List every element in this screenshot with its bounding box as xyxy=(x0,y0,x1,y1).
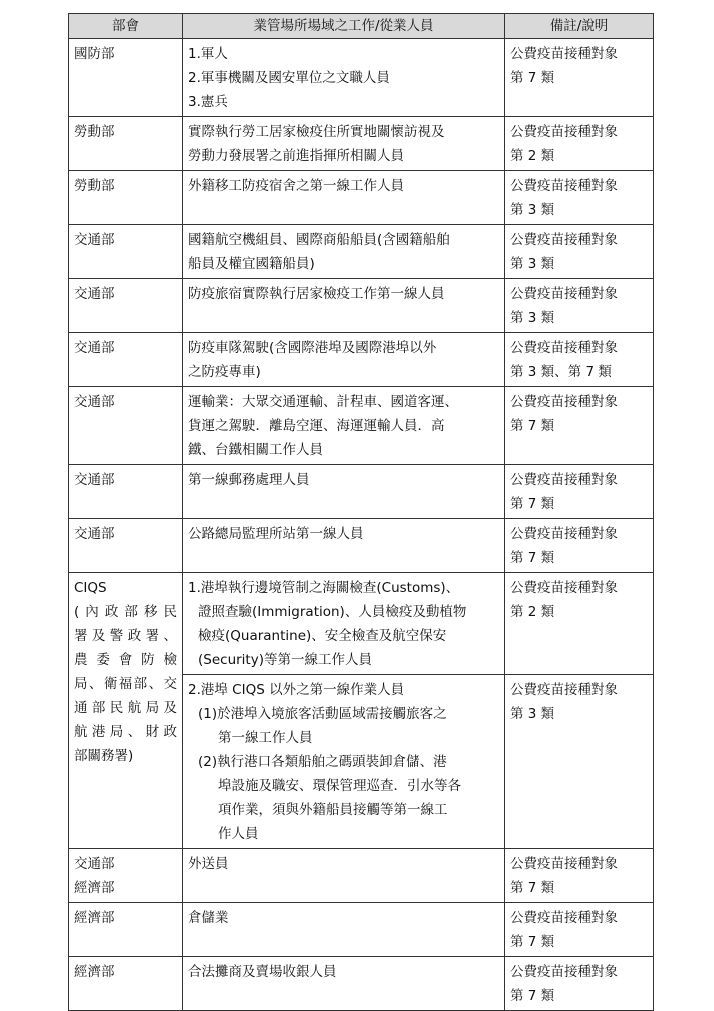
note-cell xyxy=(505,279,654,333)
note-line: 公費疫苗接種對象 xyxy=(510,472,618,488)
scope-cell xyxy=(183,465,505,519)
note-line: 公費疫苗接種對象 xyxy=(510,856,618,872)
note-cell xyxy=(505,225,654,279)
scope-cell xyxy=(183,117,505,171)
ciqs-note-cell-1 xyxy=(505,573,654,675)
note-cell xyxy=(505,117,654,171)
scope-cell xyxy=(183,39,505,117)
ciqs-item2b-line: (2)執行港口各類船舶之碼頭裝卸倉儲、港 xyxy=(198,754,447,770)
note-cell xyxy=(505,519,654,573)
scope-line: 2.軍事機關及國安單位之文職人員 xyxy=(188,70,390,86)
scope-line: 外送員 xyxy=(188,856,229,872)
ciqs-dept-line: 局、衛福部、交 xyxy=(74,676,177,692)
ciqs-note1-line: 第 2 類 xyxy=(510,604,555,620)
dept-cell xyxy=(69,117,183,171)
scope-line: 第一線郵務處理人員 xyxy=(188,472,310,488)
note-line: 公費疫苗接種對象 xyxy=(510,964,618,980)
scope-line: 之防疫專車) xyxy=(188,364,261,380)
scope-line: 運輸業：大眾交通運輸、計程車、國道客運、 xyxy=(188,394,458,410)
note-line: 第 7 類 xyxy=(510,70,555,86)
scope-line: 貨運之駕駛．離島空運、海運運輸人員．高 xyxy=(188,418,445,434)
note-line: 第 7 類 xyxy=(510,934,555,950)
note-line: 第 7 類 xyxy=(510,880,555,896)
dept-cell xyxy=(69,519,183,573)
dept-line: 交通部 xyxy=(74,340,115,356)
scope-line: 國籍航空機組員、國際商船船員(含國籍船舶 xyxy=(188,232,450,248)
dept-line: 勞動部 xyxy=(74,124,115,140)
scope-line: 實際執行勞工居家檢疫住所實地關懷訪視及 xyxy=(188,124,445,140)
note-cell xyxy=(505,849,654,903)
scope-cell xyxy=(183,903,505,957)
scope-cell xyxy=(183,279,505,333)
dept-line: 交通部 xyxy=(74,856,115,872)
note-line: 公費疫苗接種對象 xyxy=(510,178,618,194)
note-line: 第 3 類 xyxy=(510,202,555,218)
scope-line: 公路總局監理所站第一線人員 xyxy=(188,526,364,542)
table-row xyxy=(69,387,654,465)
ciqs-dept-line: (內政部移民 xyxy=(74,604,177,620)
table-row xyxy=(69,465,654,519)
ciqs-item1-line: 1.港埠執行邊境管制之海關檢查(Customs)、 xyxy=(188,580,460,596)
note-line: 公費疫苗接種對象 xyxy=(510,526,618,542)
ciqs-dept-line: CIQS xyxy=(74,580,107,596)
scope-cell xyxy=(183,519,505,573)
table-row xyxy=(69,957,654,1011)
note-cell xyxy=(505,903,654,957)
dept-line: 經濟部 xyxy=(74,880,115,896)
ciqs-dept-line: 農委會防檢 xyxy=(74,652,177,668)
scope-cell xyxy=(183,849,505,903)
note-line: 公費疫苗接種對象 xyxy=(510,286,618,302)
note-cell xyxy=(505,465,654,519)
ciqs-item1-line: (Security)等第一線工作人員 xyxy=(198,652,372,668)
dept-line: 國防部 xyxy=(74,46,115,62)
table-row xyxy=(69,39,654,117)
scope-line: 防疫車隊駕駛(含國際港埠及國際港埠以外 xyxy=(188,340,437,356)
scope-cell xyxy=(183,387,505,465)
note-cell xyxy=(505,171,654,225)
dept-cell xyxy=(69,903,183,957)
scope-line: 外籍移工防疫宿舍之第一線工作人員 xyxy=(188,178,404,194)
dept-cell xyxy=(69,225,183,279)
dept-line: 交通部 xyxy=(74,526,115,542)
scope-cell xyxy=(183,333,505,387)
ciqs-dept-line: 通部民航局及 xyxy=(74,700,177,716)
table-row xyxy=(69,903,654,957)
note-line: 第 7 類 xyxy=(510,550,555,566)
scope-cell xyxy=(183,225,505,279)
ciqs-dept-line: 航港局、財政 xyxy=(74,724,177,740)
dept-line: 勞動部 xyxy=(74,178,115,194)
note-cell xyxy=(505,333,654,387)
scope-line: 鐵、台鐵相關工作人員 xyxy=(188,442,323,458)
ciqs-dept-cell xyxy=(69,573,183,849)
dept-cell xyxy=(69,387,183,465)
table-row xyxy=(69,519,654,573)
ciqs-item1-line: 證照查驗(Immigration)、人員檢疫及動植物 xyxy=(198,604,467,620)
note-cell xyxy=(505,387,654,465)
ciqs-item2a-line: 第一線工作人員 xyxy=(218,730,313,746)
dept-cell xyxy=(69,333,183,387)
scope-line: 勞動力發展署之前進指揮所相關人員 xyxy=(188,148,404,164)
note-line: 公費疫苗接種對象 xyxy=(510,340,618,356)
dept-line: 交通部 xyxy=(74,286,115,302)
dept-cell xyxy=(69,171,183,225)
note-line: 公費疫苗接種對象 xyxy=(510,46,618,62)
dept-line: 交通部 xyxy=(74,232,115,248)
dept-cell xyxy=(69,39,183,117)
ciqs-item2a-line: (1)於港埠入境旅客活動區域需接觸旅客之 xyxy=(198,706,447,722)
vaccine-eligibility-table xyxy=(68,13,654,1011)
scope-cell xyxy=(183,957,505,1011)
ciqs-dept-line: 部關務署) xyxy=(74,748,134,764)
table-row-ciqs-1 xyxy=(69,573,654,675)
note-line: 第 3 類 xyxy=(510,256,555,272)
dept-cell xyxy=(69,279,183,333)
ciqs-item1-line: 檢疫(Quarantine)、安全檢查及航空保安 xyxy=(198,628,447,644)
dept-cell xyxy=(69,849,183,903)
scope-cell xyxy=(183,171,505,225)
ciqs-item2-line: 2.港埠 CIQS 以外之第一線作業人員 xyxy=(188,682,405,698)
note-cell xyxy=(505,957,654,1011)
dept-cell xyxy=(69,465,183,519)
note-line: 公費疫苗接種對象 xyxy=(510,910,618,926)
note-cell xyxy=(505,39,654,117)
dept-line: 經濟部 xyxy=(74,964,115,980)
scope-line: 1.軍人 xyxy=(188,46,228,62)
ciqs-note1-line: 公費疫苗接種對象 xyxy=(510,580,618,596)
table-row xyxy=(69,279,654,333)
dept-line: 交通部 xyxy=(74,394,115,410)
note-line: 第 7 類 xyxy=(510,496,555,512)
ciqs-scope-cell-1 xyxy=(183,573,505,675)
table-row xyxy=(69,117,654,171)
scope-line: 船員及權宜國籍船員) xyxy=(188,256,315,272)
table-row xyxy=(69,225,654,279)
dept-line: 經濟部 xyxy=(74,910,115,926)
ciqs-dept-line: 署及警政署、 xyxy=(74,628,177,644)
scope-line: 合法攤商及賣場收銀人員 xyxy=(188,964,337,980)
scope-line: 防疫旅宿實際執行居家檢疫工作第一線人員 xyxy=(188,286,445,302)
note-line: 第 3 類、第 7 類 xyxy=(510,364,612,380)
ciqs-note2-line: 公費疫苗接種對象 xyxy=(510,682,618,698)
ciqs-item2b-line: 項作業，須與外籍船員接觸等第一線工 xyxy=(218,802,448,818)
ciqs-note2-line: 第 3 類 xyxy=(510,706,555,722)
scope-line: 3.憲兵 xyxy=(188,94,228,110)
ciqs-item2b-line: 埠設施及職安、環保管理巡查．引水等各 xyxy=(218,778,461,794)
dept-line: 交通部 xyxy=(74,472,115,488)
scope-line: 倉儲業 xyxy=(188,910,229,926)
header-note: 備註/說明 xyxy=(505,14,654,39)
table-row xyxy=(69,171,654,225)
header-row xyxy=(69,14,654,39)
note-line: 公費疫苗接種對象 xyxy=(510,394,618,410)
table-body-bottom xyxy=(69,849,654,1011)
table-body-top xyxy=(69,39,654,573)
dept-cell xyxy=(69,957,183,1011)
header-dept: 部會 xyxy=(69,14,183,39)
table-row xyxy=(69,333,654,387)
table-row xyxy=(69,849,654,903)
ciqs-note-cell-2 xyxy=(505,675,654,849)
note-line: 第 2 類 xyxy=(510,148,555,164)
table-body-ciqs xyxy=(69,573,654,849)
header-scope: 業管場所場域之工作/從業人員 xyxy=(183,14,505,39)
ciqs-item2b-line: 作人員 xyxy=(218,826,259,842)
note-line: 第 7 類 xyxy=(510,988,555,1004)
note-line: 第 7 類 xyxy=(510,418,555,434)
note-line: 第 3 類 xyxy=(510,310,555,326)
note-line: 公費疫苗接種對象 xyxy=(510,124,618,140)
ciqs-scope-cell-2 xyxy=(183,675,505,849)
note-line: 公費疫苗接種對象 xyxy=(510,232,618,248)
